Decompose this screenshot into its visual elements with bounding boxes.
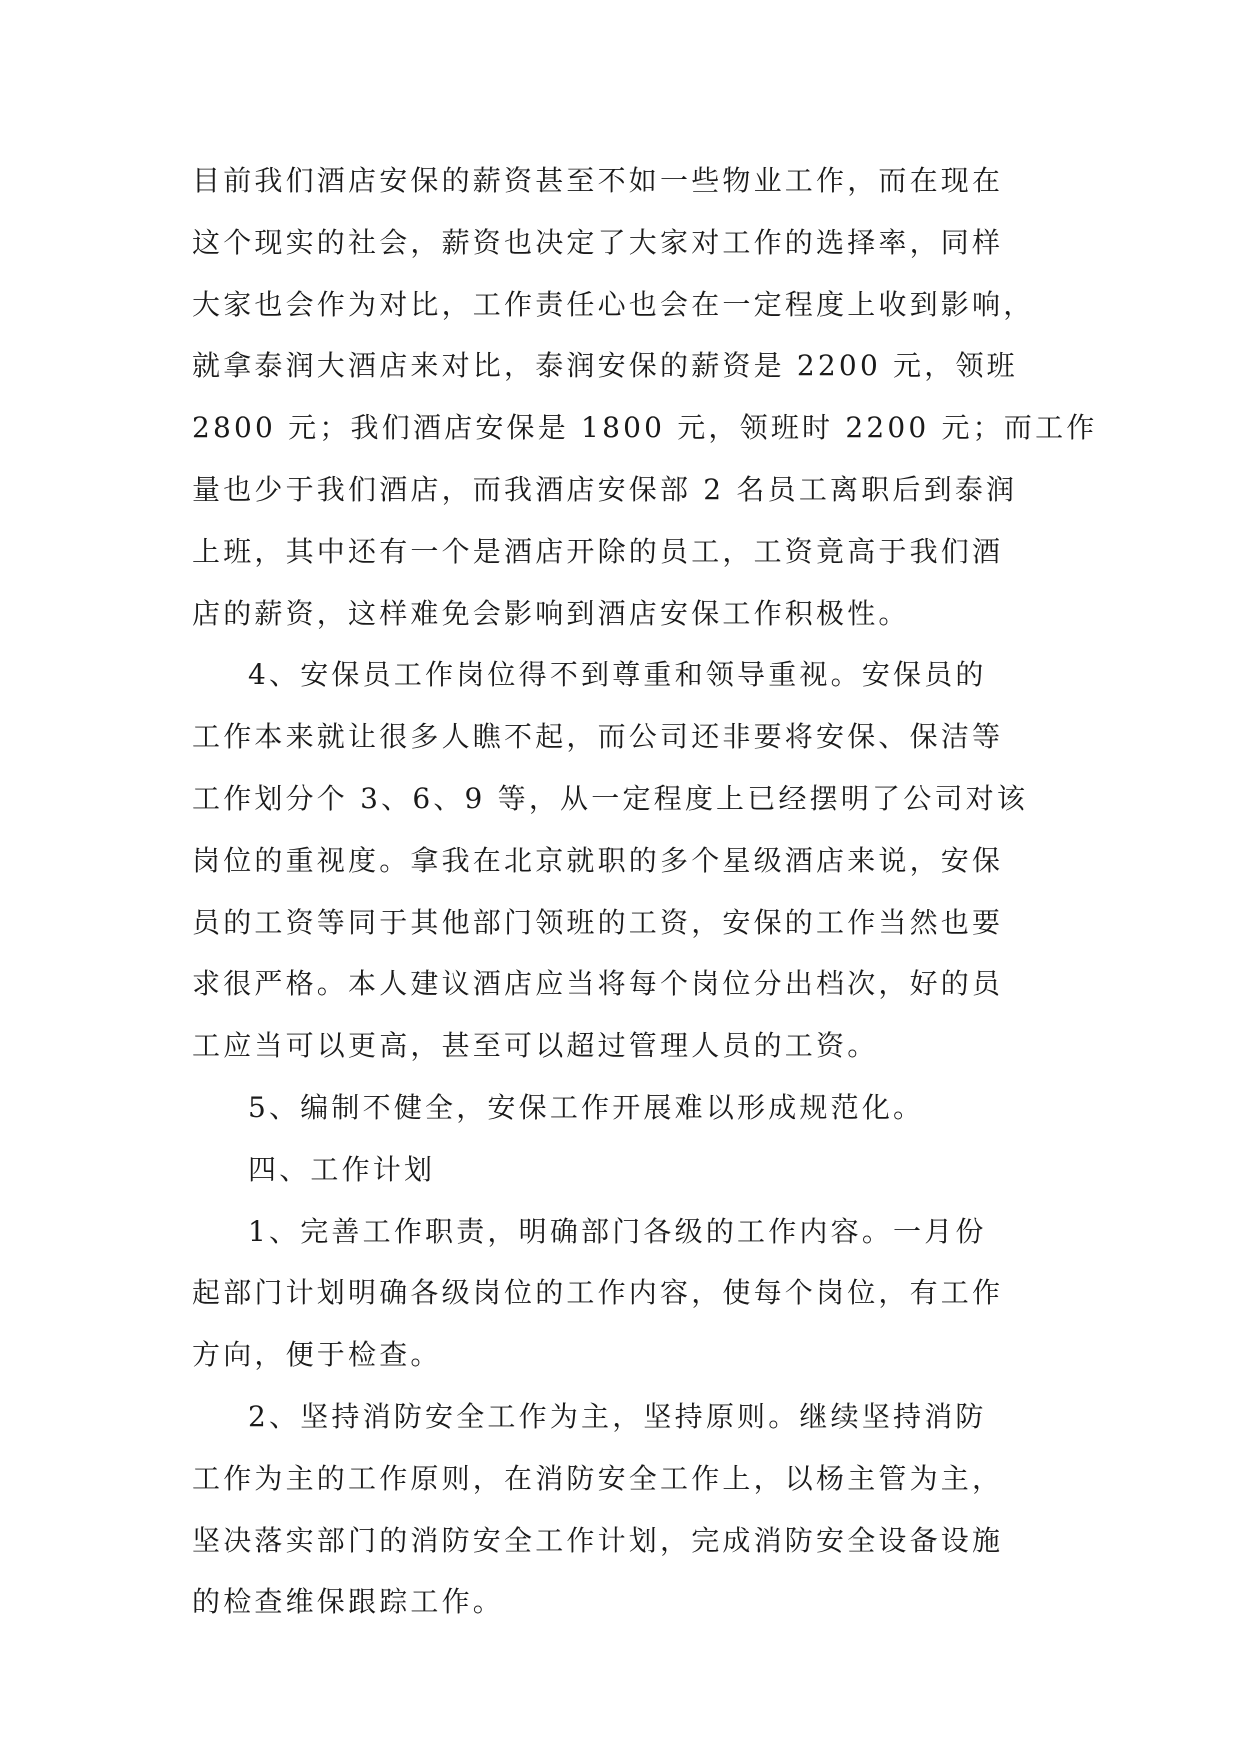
text-line: 岗位的重视度。拿我在北京就职的多个星级酒店来说，安保	[192, 843, 1004, 877]
text-line: 求很严格。本人建议酒店应当将每个岗位分出档次，好的员	[192, 967, 1004, 1001]
section-heading: 四、工作计划	[248, 1152, 436, 1186]
document-body	[192, 163, 1098, 1646]
text-line: 量也少于我们酒店，而我酒店安保部 2 名员工离职后到泰润	[192, 472, 1018, 506]
paragraph-start-line: 4、安保员工作岗位得不到尊重和领导重视。安保员的	[248, 658, 987, 692]
paragraph-start-line: 5、编制不健全，安保工作开展难以形成规范化。	[248, 1090, 925, 1124]
text-line: 大家也会作为对比，工作责任心也会在一定程度上收到影响，	[192, 287, 1035, 321]
text-line: 店的薪资，这样难免会影响到酒店安保工作积极性。	[192, 596, 910, 630]
text-line: 方向，便于检查。	[192, 1338, 442, 1372]
paragraph-start-line: 2、坚持消防安全工作为主，坚持原则。继续坚持消防	[248, 1399, 987, 1433]
text-line: 工应当可以更高，甚至可以超过管理人员的工资。	[192, 1029, 879, 1063]
text-line: 上班，其中还有一个是酒店开除的员工，工资竟高于我们酒	[192, 534, 1004, 568]
text-line: 2800 元；我们酒店安保是 1800 元，领班时 2200 元；而工作	[192, 411, 1098, 445]
text-line: 目前我们酒店安保的薪资甚至不如一些物业工作，而在现在	[192, 164, 1004, 197]
paragraph-start-line: 1、完善工作职责，明确部门各级的工作内容。一月份	[248, 1214, 987, 1248]
text-line: 坚决落实部门的消防安全工作计划，完成消防安全设备设施	[192, 1523, 1004, 1557]
text-line: 工作本来就让很多人瞧不起，而公司还非要将安保、保洁等	[192, 720, 1004, 754]
text-line: 就拿泰润大酒店来对比，泰润安保的薪资是 2200 元，领班	[192, 349, 1018, 383]
text-line: 起部门计划明确各级岗位的工作内容，使每个岗位，有工作	[192, 1276, 1004, 1310]
text-line: 工作划分个 3、6、9 等，从一定程度上已经摆明了公司对该	[192, 781, 1029, 815]
text-line: 的检查维保跟踪工作。	[192, 1585, 505, 1619]
text-line: 工作为主的工作原则，在消防安全工作上，以杨主管为主，	[192, 1461, 1004, 1495]
text-line: 这个现实的社会，薪资也决定了大家对工作的选择率，同样	[192, 225, 1004, 259]
text-line: 员的工资等同于其他部门领班的工资，安保的工作当然也要	[192, 905, 1004, 939]
